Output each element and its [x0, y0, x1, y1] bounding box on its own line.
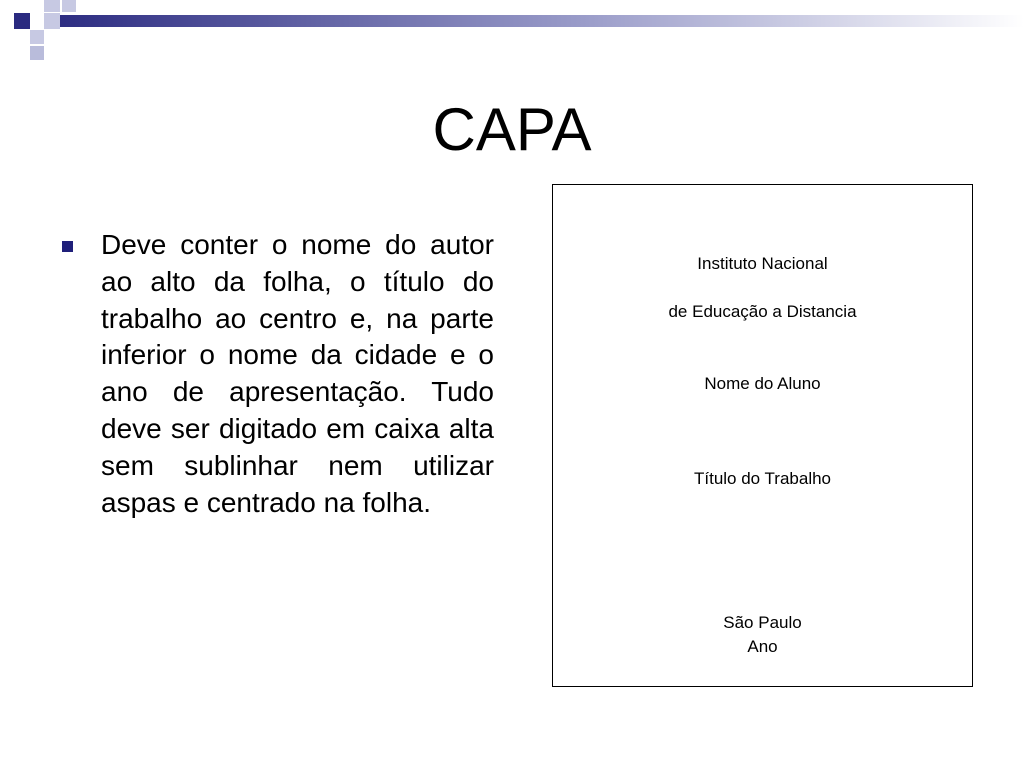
bullet-list [58, 227, 494, 521]
decorative-square [44, 0, 60, 12]
cover-work-title: Título do Trabalho [693, 469, 832, 488]
decorative-square [44, 13, 60, 29]
decorative-square [30, 30, 44, 44]
decorative-square [30, 46, 44, 60]
decorative-header-bar [44, 15, 1024, 27]
cover-page-example [552, 184, 973, 687]
decorative-square [62, 0, 76, 12]
decorative-header-squares [0, 0, 1024, 70]
cover-year: Ano [747, 637, 778, 656]
cover-institution-line1: Instituto Nacional [697, 254, 828, 273]
bullet-text: Deve conter o nome do autor ao alto da folha, o título do trabalho ao centro e, na parte inferior o nome da cidade e o ano de apresentação. Tudo deve ser digitado em caixa alta sem sublinhar nem utilizar aspas e centrado na folha. [101, 229, 494, 518]
slide-title: CAPA [432, 96, 592, 163]
decorative-square [14, 13, 30, 29]
cover-city: São Paulo [723, 613, 802, 632]
bullet-square-icon [62, 241, 73, 252]
cover-institution-line2: de Educação a Distancia [668, 302, 857, 321]
cover-student-name: Nome do Aluno [704, 374, 821, 393]
